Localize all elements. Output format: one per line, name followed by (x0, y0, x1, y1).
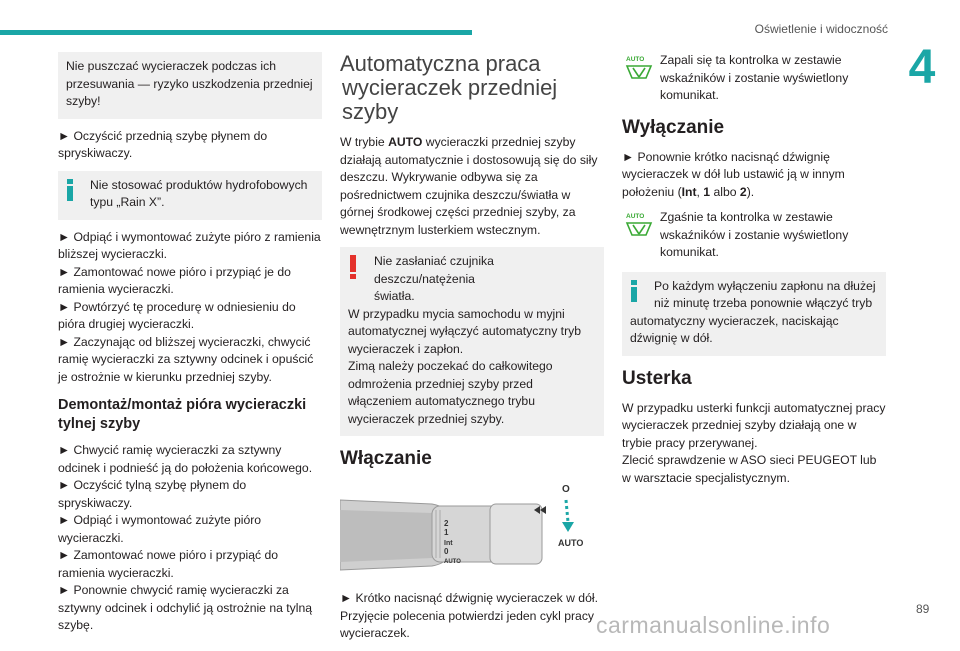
svg-text:0: 0 (444, 547, 449, 556)
section-heading: Usterka (622, 367, 692, 389)
column-left (58, 52, 322, 635)
auto-mode-label: AUTO (388, 135, 423, 149)
svg-text:2: 2 (444, 519, 449, 528)
section-heading: Wyłączanie (622, 116, 725, 138)
info-icon (630, 280, 638, 302)
step-text: ► Odpiąć i wymontować zużyte pióro z ramienia bliższej wycieraczki. (58, 229, 321, 261)
step-text: ► Zamontować nowe pióro i przypiąć je do ramienia wycieraczki. (58, 264, 291, 296)
warning-icon (350, 255, 356, 279)
auto-wiper-warning-lamp-icon (622, 54, 656, 80)
section-title-large (340, 52, 604, 124)
warning-box (340, 247, 604, 436)
step-text: ► Oczyścić przednią szybę płynem do spryskiwaczy. (58, 128, 268, 160)
intro-paragraph: W trybie AUTO wycieraczki przedniej szyby działają automatycznie i dostosowują się do siły deszczu. Wykrywanie odbywa się za pośrednictwem czujnika deszczu/światła w górnej środkowej części przedniej szyby, za wewnętrznym lusterkiem wstecznym. (340, 135, 598, 237)
fault-text: W przypadku usterki funkcji automatycznej pracy wycieraczek przedniej szyby działają one w trybie pracy przerywanej. (622, 400, 886, 450)
title-line: Automatyczna praca (340, 51, 541, 76)
step-text: ► Powtórzyć tę procedurę w odniesieniu do pióra drugiej wycieraczki. (58, 299, 296, 331)
svg-text:AUTO: AUTO (558, 538, 584, 548)
step-text: ► Ponownie chwycić ramię wycieraczki za sztywny odcinek i odchylić ją ostrożnie na tylną szybę. (58, 583, 313, 632)
note-box (58, 52, 322, 119)
info-box (58, 171, 322, 220)
lamp-on-text: Zapali się ta kontrolka w zestawie wskaźników i zostanie wyświetlony komunikat. (660, 53, 849, 102)
info-icon (66, 179, 74, 201)
off-instructions: ► Ponownie krótko nacisnąć dźwignię wycieraczek w dół lub ustawić ją w innym położeniu (Int, 1 albo 2). (622, 149, 845, 199)
step-text: ► Zamontować nowe pióro i przypiąć do ramienia wycieraczki. (58, 548, 279, 580)
section-heading: Włączanie (340, 448, 432, 469)
chapter-number: 4 (908, 41, 936, 94)
confirm-text: Przyjęcie polecenia potwierdzi jeden cykl pracy wycieraczek. (340, 608, 595, 640)
step-text: ► Krótko nacisnąć dźwignię wycieraczek w dół. (340, 591, 598, 605)
step-text: ► Oczyścić tylną szybę płynem do spryskiwaczy. (58, 478, 247, 510)
lamp-on-row (622, 52, 886, 105)
svg-text:AUTO: AUTO (626, 213, 645, 220)
svg-text:AUTO: AUTO (626, 56, 645, 63)
fault-text: Zlecić sprawdzenie w ASO sieci PEUGEOT lub w warsztacie specjalistycznym. (622, 453, 877, 485)
svg-text:Int: Int (444, 540, 453, 547)
warning-line2: światła. (374, 289, 415, 303)
step-text: ► Chwycić ramię wycieraczki za sztywny odcinek i podnieść ją do położenia końcowego. (58, 443, 313, 475)
watermark: carmanualsonline.info (596, 612, 831, 638)
warning-text: Zimą należy poczekać do całkowitego odmrożenia przedniej szyby przed włączeniem automatycznego trybu wycieraczek przedniej szyby. (348, 359, 553, 426)
column-middle (340, 52, 604, 651)
svg-text:AUTO: AUTO (444, 559, 461, 565)
step-text: ► Zaczynając od bliższej wycieraczki, chwycić ramię wycieraczki za sztywny odcinek i opuścić je ostrożnie w kierunku przedniej szyby. (58, 334, 314, 384)
title-line: wycieraczek przedniej (342, 75, 558, 100)
svg-text:O: O (562, 484, 570, 495)
info-line1: Po każdym wyłączeniu zapłonu na dłużej (654, 278, 876, 293)
note-text: Nie puszczać wycieraczek podczas ich przesuwania — ryzyko uszkodzenia przedniej szyby! (66, 59, 313, 108)
info-text-line2: typu „Rain X”. (90, 195, 165, 209)
section-title: Oświetlenie i widoczność (754, 22, 888, 36)
info-text-line1: Nie stosować produktów hydrofobowych (90, 177, 308, 192)
page-number: 89 (916, 602, 930, 616)
section-heading: Demontaż/montaż pióra wycieraczki tylnej szyby (58, 397, 307, 432)
info-box (622, 272, 886, 356)
info-line2: niż minutę trzeba ponownie włączyć tryb (654, 296, 873, 310)
lamp-off-text: Zgaśnie ta kontrolka w zestawie wskaźników i zostanie wyświetlony komunikat. (660, 210, 849, 259)
header-accent-bar (0, 30, 472, 35)
warning-text: W przypadku mycia samochodu w myjni automatycznej wyłączyć automatyczny tryb wycieraczek i zapłon. (348, 306, 582, 356)
svg-text:1: 1 (444, 528, 449, 537)
column-right (622, 52, 886, 495)
warning-line1: Nie zasłaniać czujnika deszczu/natężenia (374, 254, 494, 286)
step-text: ► Odpiąć i wymontować zużyte pióro wycieraczki. (58, 513, 262, 545)
wiper-stalk-illustration (340, 480, 604, 576)
info-text: automatyczny wycieraczek, naciskając dźwignię w dół. (630, 313, 839, 345)
auto-wiper-warning-lamp-icon (622, 211, 656, 237)
lamp-off-row (622, 209, 886, 262)
title-line: szyby (342, 99, 399, 124)
